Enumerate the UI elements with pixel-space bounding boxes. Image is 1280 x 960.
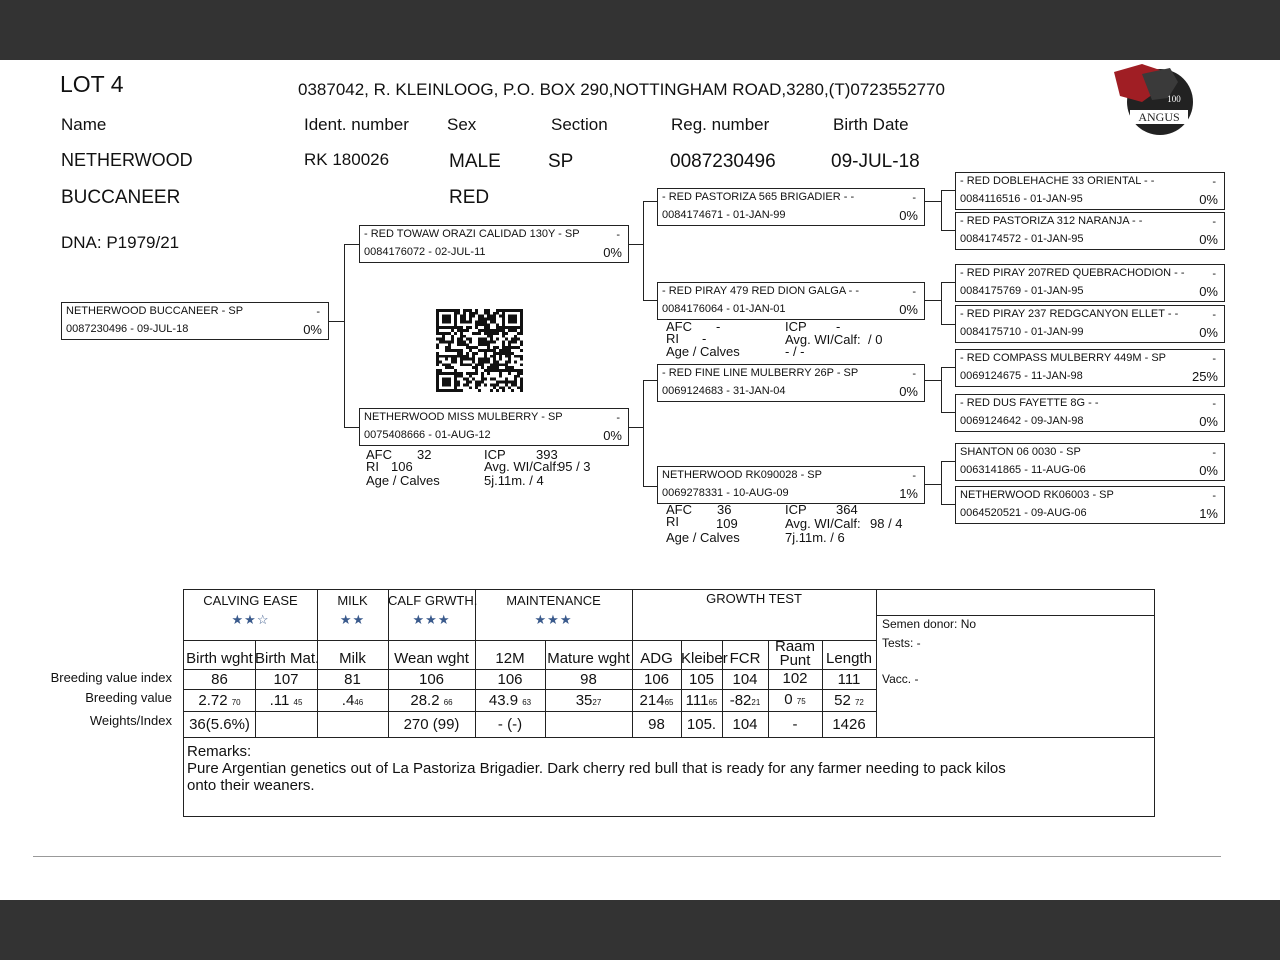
tests: Tests: - xyxy=(882,636,921,650)
breeding-value-table: CALVING EASE MILK CALF GRWTH. MAINTENANCE GROWTH TEST ★★☆ ★★ ★★★ ★★★ Birth wght Birth Mat. Milk Wean wght 12M Mature wght ADG Kleiber FCR Raam Punt Length 86 107 81 106 106 98 106 105 104 102 111 2.72 70 .11 45 .446 28.2 66 43.9 63 3527 21465 11165 -8221 0 75 52 72 36(5.6%) 270 (99) - (-) 98 105. 104 - 1426 Semen donor: No Tests: - Vacc. - xyxy=(183,589,1155,817)
reg-value: 0087230496 xyxy=(670,151,776,172)
pedigree-gg-8[interactable]: NETHERWOOD RK06003 - SP - 0064520521 - 09-AUG-06 1% xyxy=(955,486,1225,524)
group-calf-growth: CALF GRWTH. xyxy=(388,593,478,608)
animal-name-line1: NETHERWOOD xyxy=(61,150,193,170)
col-adg: ADG xyxy=(640,650,673,667)
vaccinations: Vacc. - xyxy=(882,672,919,686)
col-12m: 12M xyxy=(495,650,525,667)
pedigree-sire[interactable]: - RED TOWAW ORAZI CALIDAD 130Y - SP - 0084176072 - 02-JUL-11 0% xyxy=(359,225,629,263)
pedigree-dam-dam[interactable]: NETHERWOOD RK090028 - SP - 0069278331 - 10-AUG-09 1% xyxy=(657,466,925,504)
pedigree-gg-7[interactable]: SHANTON 06 0030 - SP - 0063141865 - 11-AUG-06 0% xyxy=(955,443,1225,481)
pedigree-gg-1[interactable]: - RED DOBLEHACHE 33 ORIENTAL - - - 0084116516 - 01-JAN-95 0% xyxy=(955,172,1225,210)
col-fcr: FCR xyxy=(729,650,761,667)
pedigree-dam[interactable]: NETHERWOOD MISS MULBERRY - SP - 0075408666 - 01-AUG-12 0% xyxy=(359,408,629,446)
reg-label: Reg. number xyxy=(671,115,770,134)
pedigree-gg-2[interactable]: - RED PASTORIZA 312 NARANJA - - - 0084174572 - 01-JAN-95 0% xyxy=(955,212,1225,250)
col-mature-wght: Mature wght xyxy=(547,650,630,667)
ident-value: RK 180026 xyxy=(304,150,390,169)
svg-text:ANGUS: ANGUS xyxy=(1138,110,1180,124)
col-birth-mat: Birth Mat. xyxy=(255,650,320,667)
remarks-text: Pure Argentian genetics out of La Pastoriza Brigadier. Dark cherry red bull that is ready for any farmer needing to pack kilos onto their weaners. xyxy=(187,760,1006,794)
semen-donor: Semen donor: No xyxy=(882,617,977,631)
row-label-weights: Weights/Index xyxy=(89,713,172,728)
color-value: RED xyxy=(449,187,490,208)
birth-value: 09-JUL-18 xyxy=(831,151,920,172)
dna-value: DNA: P1979/21 xyxy=(61,233,180,252)
bottom-bar xyxy=(0,900,1280,960)
row-label-index: Breeding value index xyxy=(50,670,172,685)
pedigree-animal[interactable]: NETHERWOOD BUCCANEER - SP - 0087230496 - 09-JUL-18 0% xyxy=(61,302,329,340)
breeder-address: 0387042, R. KLEINLOOG, P.O. BOX 290,NOTTINGHAM ROAD,3280,(T)0723552770 xyxy=(298,80,945,99)
maintenance-stars-icon: ★★★ xyxy=(534,612,573,627)
section-value: SP xyxy=(548,151,574,172)
divider xyxy=(33,856,1221,857)
sex-value: MALE xyxy=(449,151,501,172)
pedigree-dam-sire[interactable]: - RED FINE LINE MULBERRY 26P - SP - 0069124683 - 31-JAN-04 0% xyxy=(657,364,925,402)
pedigree-sire-dam[interactable]: - RED PIRAY 479 RED DION GALGA - - - 0084176064 - 01-JAN-01 0% xyxy=(657,282,925,320)
pedigree-gg-4[interactable]: - RED PIRAY 237 REDGCANYON ELLET - - - 0084175710 - 01-JAN-99 0% xyxy=(955,305,1225,343)
row-label-breeding-value: Breeding value xyxy=(85,690,172,705)
animal-name-line2: BUCCANEER xyxy=(61,187,181,208)
calving-ease-stars-icon: ★★☆ xyxy=(231,612,270,627)
svg-text:100: 100 xyxy=(1167,94,1181,104)
remarks-label: Remarks: xyxy=(187,743,252,760)
col-raam-punt: Raam Punt xyxy=(774,638,815,669)
col-kleiber: Kleiber xyxy=(681,650,728,667)
angus-logo-icon xyxy=(1112,62,1196,138)
pedigree-gg-6[interactable]: - RED DUS FAYETTE 8G - - - 0069124642 - 09-JAN-98 0% xyxy=(955,394,1225,432)
group-calving-ease: CALVING EASE xyxy=(203,593,298,608)
group-milk: MILK xyxy=(337,593,368,608)
col-birth-wght: Birth wght xyxy=(186,650,253,667)
section-label: Section xyxy=(551,115,608,134)
col-length: Length xyxy=(826,650,872,667)
pedigree-sire-sire[interactable]: - RED PASTORIZA 565 BRIGADIER - - - 0084174671 - 01-JAN-99 0% xyxy=(657,188,925,226)
birth-label: Birth Date xyxy=(833,115,909,134)
group-maintenance: MAINTENANCE xyxy=(506,593,601,608)
qr-code-icon[interactable] xyxy=(436,309,523,392)
pedigree-gg-5[interactable]: - RED COMPASS MULBERRY 449M - SP - 0069124675 - 11-JAN-98 25% xyxy=(955,349,1225,387)
sex-label: Sex xyxy=(447,115,477,134)
lot-title: LOT 4 xyxy=(60,71,124,97)
group-growth-test: GROWTH TEST xyxy=(706,591,802,606)
col-milk: Milk xyxy=(339,650,366,667)
col-wean-wght: Wean wght xyxy=(394,650,469,667)
top-bar xyxy=(0,0,1280,60)
ident-label: Ident. number xyxy=(304,115,409,134)
remarks xyxy=(187,743,1007,794)
calf-growth-stars-icon: ★★★ xyxy=(412,612,451,627)
pedigree-gg-3[interactable]: - RED PIRAY 207RED QUEBRACHODION - - - 0084175769 - 01-JAN-95 0% xyxy=(955,264,1225,302)
name-label: Name xyxy=(61,115,107,134)
milk-stars-icon: ★★ xyxy=(339,612,366,627)
